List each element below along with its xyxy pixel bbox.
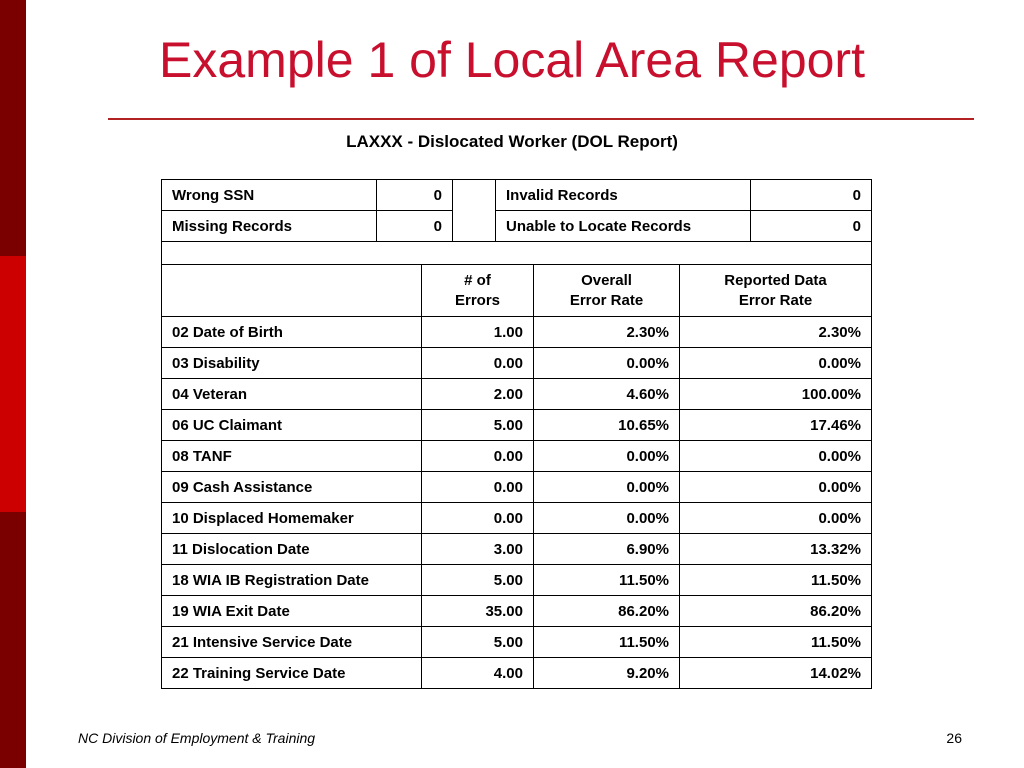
overall-rate-cell: 10.65% (534, 410, 680, 441)
errors-cell: 5.00 (422, 565, 534, 596)
summary-value: 0 (751, 180, 872, 211)
overall-rate-cell: 0.00% (534, 503, 680, 534)
table-row (162, 627, 872, 658)
field-name-cell: 09 Cash Assistance (162, 472, 422, 503)
overall-rate-cell: 0.00% (534, 472, 680, 503)
overall-rate-cell: 11.50% (534, 565, 680, 596)
field-name-cell: 21 Intensive Service Date (162, 627, 422, 658)
reported-rate-cell: 0.00% (680, 503, 872, 534)
overall-rate-cell: 11.50% (534, 627, 680, 658)
summary-value: 0 (751, 211, 872, 242)
blank-row (162, 242, 872, 265)
overall-rate-cell: 0.00% (534, 348, 680, 379)
errors-cell: 3.00 (422, 534, 534, 565)
reported-rate-cell: 0.00% (680, 441, 872, 472)
summary-table (161, 179, 872, 242)
errors-cell: 5.00 (422, 410, 534, 441)
reported-rate-cell: 100.00% (680, 379, 872, 410)
summary-label: Wrong SSN (162, 180, 377, 211)
header-field-cell (162, 265, 422, 317)
errors-cell: 5.00 (422, 627, 534, 658)
slide-title: Example 1 of Local Area Report (159, 32, 865, 88)
header-num-errors: # of Errors (422, 265, 534, 317)
field-name-cell: 11 Dislocation Date (162, 534, 422, 565)
table-row (162, 503, 872, 534)
field-name-cell: 02 Date of Birth (162, 317, 422, 348)
table-row (162, 410, 872, 441)
report-subtitle: LAXXX - Dislocated Worker (DOL Report) (346, 132, 678, 151)
errors-cell: 0.00 (422, 503, 534, 534)
reported-rate-cell: 0.00% (680, 472, 872, 503)
errors-cell: 0.00 (422, 441, 534, 472)
errors-cell: 2.00 (422, 379, 534, 410)
field-name-cell: 10 Displaced Homemaker (162, 503, 422, 534)
field-name-cell: 19 WIA Exit Date (162, 596, 422, 627)
summary-value: 0 (377, 180, 453, 211)
summary-label: Missing Records (162, 211, 377, 242)
page-number: 26 (946, 730, 962, 746)
reported-rate-cell: 13.32% (680, 534, 872, 565)
overall-rate-cell: 86.20% (534, 596, 680, 627)
overall-rate-cell: 4.60% (534, 379, 680, 410)
reported-rate-cell: 11.50% (680, 565, 872, 596)
errors-cell: 35.00 (422, 596, 534, 627)
overall-rate-cell: 0.00% (534, 441, 680, 472)
overall-rate-cell: 2.30% (534, 317, 680, 348)
reported-rate-cell: 86.20% (680, 596, 872, 627)
title-divider (108, 118, 974, 120)
field-name-cell: 03 Disability (162, 348, 422, 379)
field-name-cell: 22 Training Service Date (162, 658, 422, 689)
overall-rate-cell: 9.20% (534, 658, 680, 689)
summary-label: Invalid Records (496, 180, 751, 211)
header-row (162, 265, 872, 317)
table-row (162, 472, 872, 503)
errors-cell: 1.00 (422, 317, 534, 348)
field-name-cell: 06 UC Claimant (162, 410, 422, 441)
reported-rate-cell: 2.30% (680, 317, 872, 348)
summary-spacer (453, 180, 496, 242)
table-row (162, 379, 872, 410)
header-overall-error-rate: Overall Error Rate (534, 265, 680, 317)
reported-rate-cell: 0.00% (680, 348, 872, 379)
overall-rate-cell: 6.90% (534, 534, 680, 565)
field-name-cell: 18 WIA IB Registration Date (162, 565, 422, 596)
table-row (162, 596, 872, 627)
reported-rate-cell: 17.46% (680, 410, 872, 441)
errors-cell: 0.00 (422, 348, 534, 379)
sidebar-red-middle (0, 256, 26, 512)
header-reported-data-error-rate: Reported Data Error Rate (680, 265, 872, 317)
table-row (162, 317, 872, 348)
sidebar-dark-bottom (0, 512, 26, 768)
summary-row (162, 211, 872, 242)
field-name-cell: 04 Veteran (162, 379, 422, 410)
table-row (162, 565, 872, 596)
errors-cell: 0.00 (422, 472, 534, 503)
table-row (162, 441, 872, 472)
summary-label: Unable to Locate Records (496, 211, 751, 242)
field-name-cell: 08 TANF (162, 441, 422, 472)
summary-row (162, 180, 872, 211)
blank-cell (162, 242, 872, 265)
table-row (162, 348, 872, 379)
errors-cell: 4.00 (422, 658, 534, 689)
reported-rate-cell: 14.02% (680, 658, 872, 689)
table-row (162, 534, 872, 565)
footer-organization: NC Division of Employment & Training (78, 730, 316, 746)
reported-rate-cell: 11.50% (680, 627, 872, 658)
summary-value: 0 (377, 211, 453, 242)
table-row (162, 658, 872, 689)
error-rate-table (161, 241, 872, 689)
